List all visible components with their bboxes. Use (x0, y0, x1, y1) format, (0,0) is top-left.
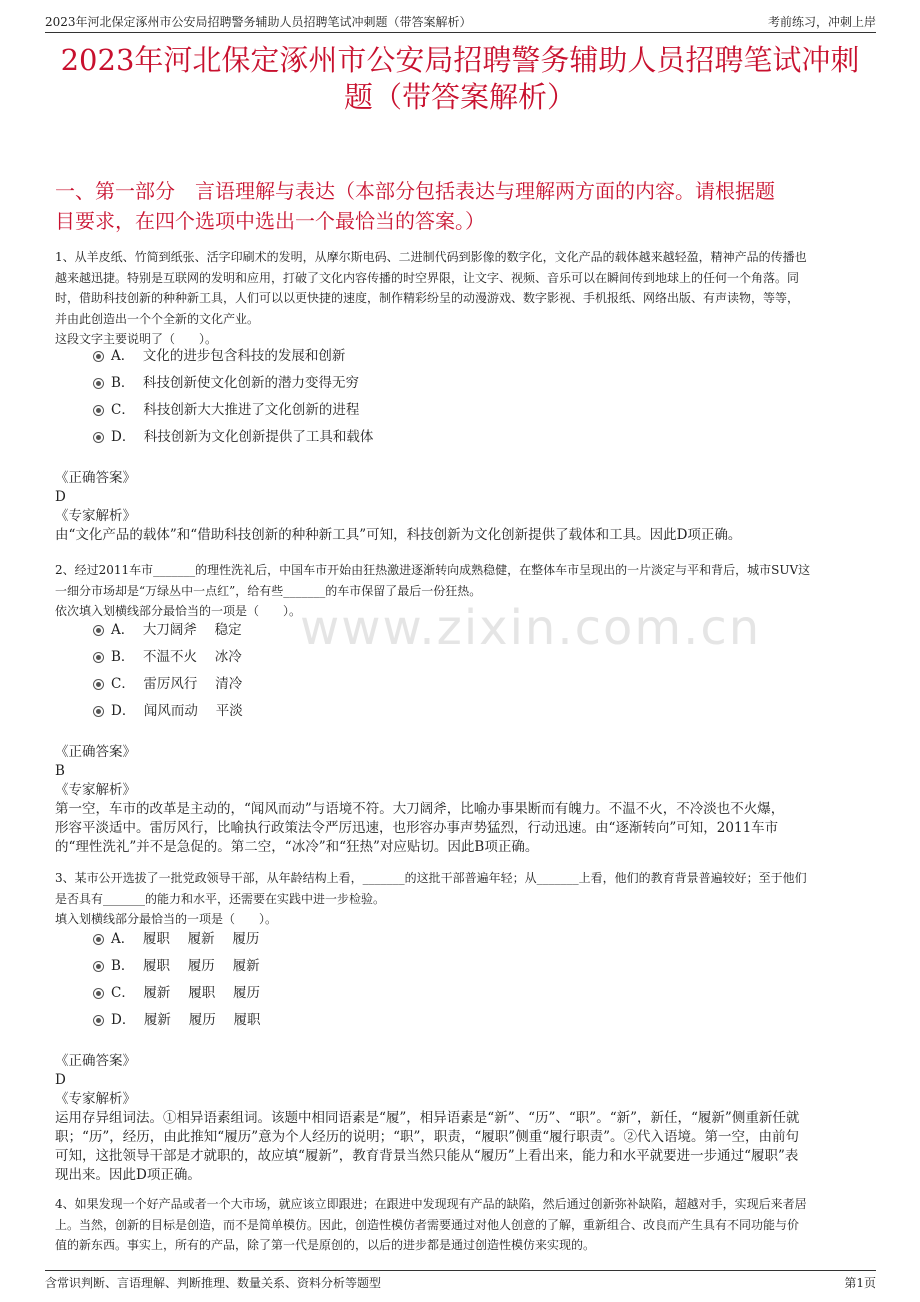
question-text-line: 一细分市场却是“万绿丛中一点红”，给有些_______的车市保留了最后一份狂热。 (55, 583, 482, 598)
q2-option-b[interactable] (93, 646, 242, 668)
answer-label: 《正确答案》 (55, 470, 136, 486)
radio-button-icon[interactable] (93, 679, 104, 690)
question-text-line: 2、经过2011车市_______的理性洗礼后，中国车市开始由狂热激进逐渐转向成熟稳健，在整体车市呈现出的一片淡定与平和背后，城市SUV这 (55, 563, 811, 577)
title-line-1: 2023年河北保定涿州市公安局招聘警务辅助人员招聘笔试冲刺 (60, 43, 860, 77)
answer-label: 《正确答案》 (55, 744, 136, 760)
q2-option-d[interactable] (93, 700, 243, 722)
option-label: D． 履新 履历 履职 (111, 1012, 261, 1028)
section-heading-line-2: 目要求，在四个选项中选出一个最恰当的答案。） (55, 209, 485, 233)
q3-option-d[interactable] (93, 1009, 261, 1031)
radio-button-icon[interactable] (93, 405, 104, 416)
analysis-label: 《专家解析》 (55, 1091, 136, 1107)
radio-button-icon[interactable] (93, 351, 104, 362)
question-4-text (55, 1194, 865, 1256)
radio-button-icon[interactable] (93, 652, 104, 663)
q2-option-a[interactable] (93, 619, 242, 641)
analysis-text: 可知，这批领导干部是才就职的，故应填“履新”，教育背景当然只能从“履历”上看出来，能力和水平就要进一步通过“履职”表 (55, 1148, 799, 1164)
question-prompt: 依次填入划横线部分最恰当的一项是（ ）。 (55, 604, 302, 618)
analysis-text: 形容平淡适中。雷厉风行，比喻执行政策法令严厉迅速，也形容办事声势猛烈，行动迅速。由“逐渐转向”可知，2011车市 (55, 820, 779, 836)
option-label: B． 履职 履历 履新 (111, 958, 260, 974)
q3-option-c[interactable] (93, 982, 260, 1004)
radio-button-icon[interactable] (93, 1015, 104, 1026)
option-label: A． 大刀阔斧 稳定 (111, 622, 242, 638)
option-label: C． 科技创新大大推进了文化创新的进程 (111, 402, 360, 418)
option-label: C． 雷厉风行 清冷 (111, 676, 243, 692)
page-number: 第1页 (844, 1276, 876, 1290)
radio-button-icon[interactable] (93, 961, 104, 972)
analysis-text: 的“理性洗礼”并不是急促的。第二空，“冰冷”和“狂热”对应贴切。因此B项正确。 (55, 839, 539, 855)
section-heading-line-1: 一、第一部分 言语理解与表达（本部分包括表达与理解两方面的内容。请根据题 (55, 179, 775, 203)
question-text-line: 3、某市公开选拔了一批党政领导干部，从年龄结构上看，_______的这批干部普遍年轻；从_______上看，他们的教育背景普遍较好；至于他们 (55, 871, 807, 885)
document-title (40, 42, 880, 116)
question-1-text (55, 247, 865, 349)
option-label: C． 履新 履职 履历 (111, 985, 260, 1001)
q1-option-a[interactable] (93, 345, 345, 367)
analysis-label: 《专家解析》 (55, 508, 136, 524)
analysis-text: 职；“历”，经历，由此推知“履历”意为个人经历的说明；“职”，职责，“履职”侧重“履行职责”。②代入语境。第一空，由前句 (55, 1129, 800, 1145)
question-text-line: 时，借助科技创新的种种新工具，人们可以以更快捷的速度，制作精彩纷呈的动漫游戏、数字影视、手机报纸、网络出版、有声读物，等等， (55, 291, 800, 305)
question-text-line: 越来越迅捷。特别是互联网的发明和应用，打破了文化内容传播的时空界限，让文字、视频、音乐可以在瞬间传到地球上的任何一个角落。同 (55, 270, 800, 285)
question-text-line: 并由此创造出一个个全新的文化产业。 (55, 311, 260, 326)
radio-button-icon[interactable] (93, 934, 104, 945)
radio-button-icon[interactable] (93, 706, 104, 717)
radio-button-icon[interactable] (93, 625, 104, 636)
analysis-label: 《专家解析》 (55, 782, 136, 798)
title-line-2: 题（带答案解析） (343, 80, 576, 114)
q1-option-d[interactable] (93, 426, 373, 448)
question-text-line: 是否具有_______的能力和水平，还需要在实践中进一步检验。 (55, 891, 386, 906)
question-text-line: 上。当然，创新的目标是创造，而不是简单模仿。因此，创造性模仿者需要通过对他人创意的了解，重新组合、改良而产生具有不同功能与价 (55, 1217, 800, 1232)
question-prompt: 填入划横线部分最恰当的一项是（ ）。 (55, 912, 278, 926)
question-2-text (55, 560, 865, 621)
option-label: D． 科技创新为文化创新提供了工具和载体 (111, 429, 374, 445)
question-prompt: 这段文字主要说明了（ ）。 (55, 332, 218, 346)
question-text-line: 1、从羊皮纸、竹简到纸张、活字印刷术的发明，从摩尔斯电码、二进制代码到影像的数字化，文化产品的载体越来越轻盈，精神产品的传播也 (55, 250, 807, 264)
question-text-line: 值的新东西。事实上，所有的产品，除了第一代是原创的，以后的进步都是通过创造性模仿来实现的。 (55, 1238, 596, 1252)
footer-note: 含常识判断、言语理解、判断推理、数量关系、资料分析等题型 (45, 1276, 382, 1290)
analysis-text: 第一空，车市的改革是主动的，“闻风而动”与语境不符。大刀阔斧，比喻办事果断而有魄力。不温不火，不冷淡也不火爆， (55, 801, 785, 817)
header-title: 2023年河北保定涿州市公安局招聘警务辅助人员招聘笔试冲刺题（带答案解析） (45, 15, 472, 29)
q1-option-c[interactable] (93, 399, 359, 421)
q2-option-c[interactable] (93, 673, 242, 695)
page-footer (45, 1270, 876, 1295)
q3-answer-block (55, 1052, 865, 1185)
header-slogan: 考前练习，冲刺上岸 (767, 15, 876, 29)
answer-value: D (55, 489, 66, 505)
answer-value: B (55, 763, 65, 779)
q3-option-b[interactable] (93, 955, 260, 977)
analysis-text: 现出来。因此D项正确。 (55, 1167, 201, 1183)
answer-value: D (55, 1072, 66, 1088)
option-label: D． 闻风而动 平淡 (111, 703, 243, 719)
radio-button-icon[interactable] (93, 432, 104, 443)
analysis-text: 由“文化产品的载体”和“借助科技创新的种种新工具”可知，科技创新为文化创新提供了载体和工具。因此D项正确。 (55, 527, 742, 543)
q1-answer-block (55, 469, 865, 545)
q2-answer-block (55, 743, 865, 857)
q1-option-b[interactable] (93, 372, 359, 394)
radio-button-icon[interactable] (93, 378, 104, 389)
option-label: B． 科技创新使文化创新的潜力变得无穷 (111, 375, 360, 391)
section-heading (55, 176, 865, 236)
option-label: A． 文化的进步包含科技的发展和创新 (111, 348, 346, 364)
question-3-text (55, 868, 865, 929)
radio-button-icon[interactable] (93, 988, 104, 999)
option-label: B． 不温不火 冰冷 (111, 649, 242, 665)
question-text-line: 4、如果发现一个好产品或者一个大市场，就应该立即跟进；在跟进中发现现有产品的缺陷，然后通过创新弥补缺陷，超越对手，实现后来者居 (55, 1197, 807, 1211)
watermark: www.zixin.com.cn (300, 600, 762, 656)
page-header (45, 10, 876, 33)
q3-option-a[interactable] (93, 928, 259, 950)
answer-label: 《正确答案》 (55, 1053, 136, 1069)
option-label: A． 履职 履新 履历 (111, 931, 260, 947)
analysis-text: 运用存异组词法。①相异语素组词。该题中相同语素是“履”，相异语素是“新”、“历”、“职”。“新”，新任，“履新”侧重新任就 (55, 1110, 800, 1126)
